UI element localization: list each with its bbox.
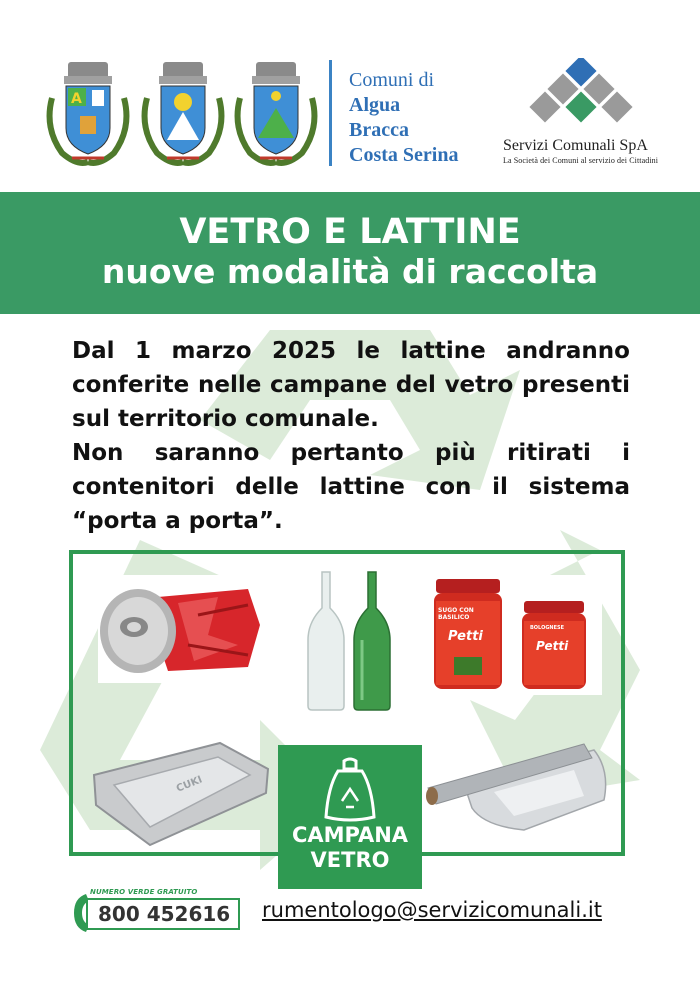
announcement-paragraph-1: Dal 1 marzo 2025 le lattine andranno conferite nelle campane del vetro presenti sul territorio comunale. [72, 338, 630, 432]
company-block [503, 137, 658, 165]
town-costa-serina: Costa Serina [349, 144, 459, 166]
comuni-block [349, 68, 458, 168]
jar-left-brand: Petti [448, 629, 483, 644]
header-divider [329, 60, 332, 166]
glass-bottles-image [306, 570, 400, 712]
aluminium-tray-image [90, 735, 272, 851]
jar-left-label: SUGO CON BASILICO [438, 607, 474, 621]
svg-text:A: A [71, 91, 82, 107]
costa-serina-crest-icon [230, 58, 322, 170]
header [0, 0, 700, 190]
banner-title: VETRO E LATTINE [179, 212, 521, 252]
comuni-intro: Comuni di [349, 69, 435, 91]
aluminium-foil-image [424, 730, 618, 838]
contact-email-link[interactable]: rumentologo@servizicomunali.it [262, 898, 602, 922]
toll-free-number-box[interactable] [72, 890, 242, 934]
glass-bin-bell-icon [320, 757, 380, 825]
company-tagline: La Società dei Comuni al servizio dei Cittadini [503, 156, 659, 165]
town-bracca: Bracca [349, 119, 409, 141]
company-name: Servizi Comunali SpA [503, 137, 648, 154]
title-banner [0, 192, 700, 314]
announcement-paragraph-2: Non saranno pertanto più ritirati i contenitori delle lattine con il sistema “porta a porta”. [72, 440, 630, 534]
tomato-jars-image [432, 575, 602, 695]
crushed-can-image [98, 575, 266, 683]
jar-right-label: BOLOGNESE [530, 625, 565, 631]
town-algua: Algua [349, 94, 401, 116]
servizi-comunali-logo-icon [524, 58, 640, 130]
banner-subtitle: nuove modalità di raccolta [101, 252, 599, 291]
campana-vetro-badge [278, 745, 422, 889]
announcement-text [72, 334, 630, 538]
jar-right-brand: Petti [536, 639, 569, 653]
bracca-crest-icon [137, 58, 229, 170]
campana-line-1: CAMPANA [291, 823, 409, 847]
toll-free-number[interactable]: 800 452616 [86, 898, 240, 930]
algua-crest-icon [42, 58, 134, 170]
campana-line-2: VETRO [310, 848, 390, 872]
tray-embossed-text: CUKI [174, 774, 205, 795]
toll-free-label: NUMERO VERDE GRATUITO [90, 888, 198, 896]
